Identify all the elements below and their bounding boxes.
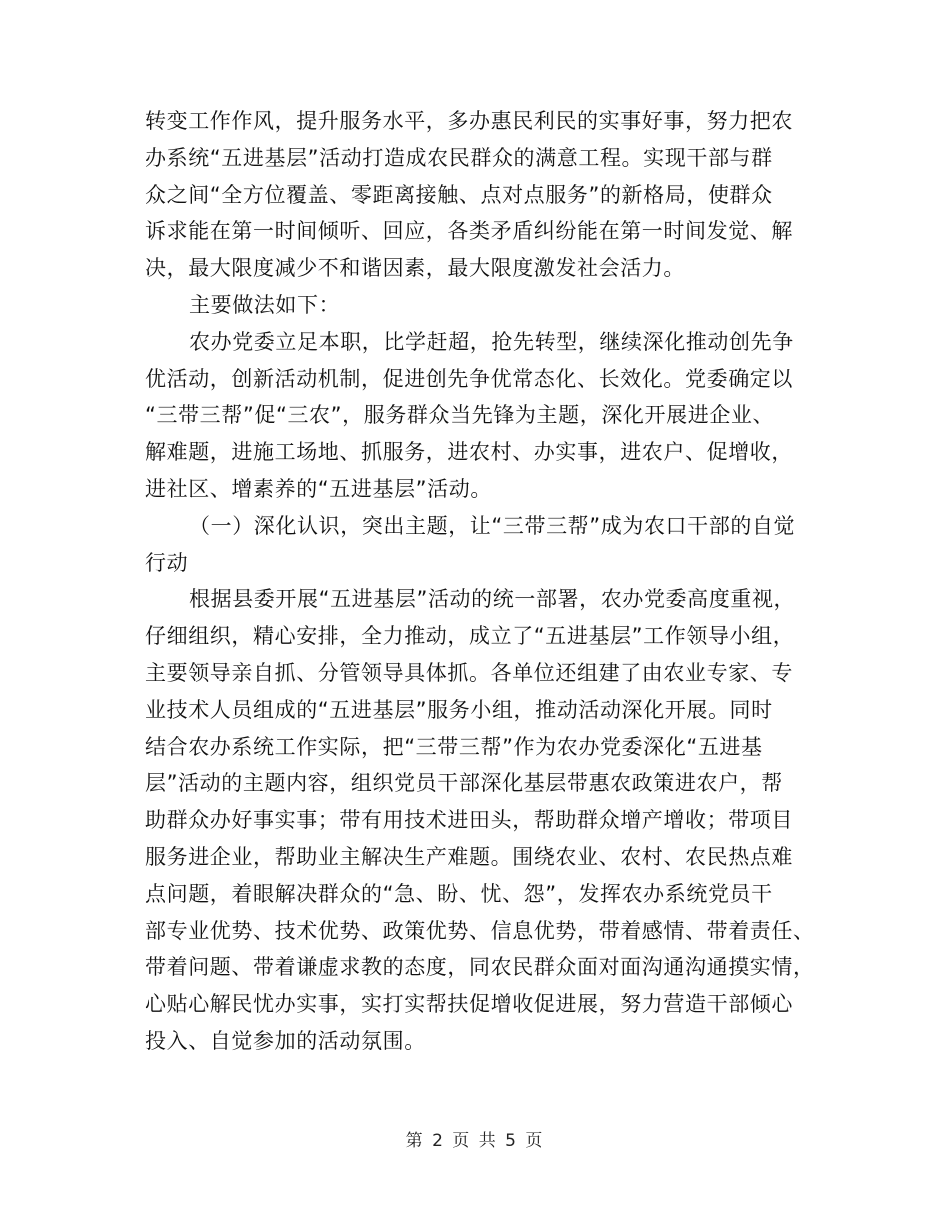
document-body [145, 103, 815, 1060]
body-line: 服务进企业，帮助业主解决生产难题。围绕农业、农村、农民热点难 [145, 844, 793, 869]
page-number-footer: 第 2 页 共 5 页 [405, 1131, 545, 1151]
section-heading-continued: 行动 [145, 550, 189, 575]
body-line: 层”活动的主题内容，组织党员干部深化基层带惠农政策进农户，帮 [145, 771, 783, 796]
body-line: 投入、自觉参加的活动氛围。 [145, 1028, 426, 1053]
section-heading: （一）深化认识，突出主题，让“三带三帮”成为农口干部的自觉 [189, 513, 796, 538]
body-line: 转变工作作风，提升服务水平，多办惠民利民的实事好事，努力把农 [145, 109, 793, 133]
body-line: 决，最大限度减少不和谐因素，最大限度激发社会活力。 [145, 256, 685, 281]
body-line: 结合农办系统工作实际，把“三带三帮”作为农办党委深化“五进基 [145, 734, 763, 759]
body-line: 部专业优势、技术优势、政策优势、信息优势，带着感情、带着责任、 [145, 918, 815, 943]
body-line: “三带三帮”促“三农”，服务群众当先锋为主题，深化开展进企业、 [145, 403, 775, 428]
body-line: 助群众办好事实事；带有用技术进田头，帮助群众增产增收；带项目 [145, 808, 793, 833]
body-line: 解难题，进施工场地、抓服务，进农村、办实事，进农户、促增收， [145, 440, 793, 465]
body-line: 进社区、增素养的“五进基层”活动。 [145, 476, 492, 501]
paragraph-heading: 主要做法如下： [189, 292, 341, 317]
body-line: 根据县委开展“五进基层”活动的统一部署，农办党委高度重视， [189, 587, 796, 612]
body-line: 心贴心解民忧办实事，实打实帮扶促增收促进展，努力营造干部倾心 [145, 992, 793, 1017]
body-line: 点问题，着眼解决群众的“急、盼、忧、怨”，发挥农办系统党员干 [145, 881, 773, 906]
body-line: 众之间“全方位覆盖、零距离接触、点对点服务”的新格局，使群众 [145, 182, 773, 207]
body-line: 诉求能在第一时间倾听、回应，各类矛盾纠纷能在第一时间发觉、解 [145, 219, 793, 244]
body-line: 办系统“五进基层”活动打造成农民群众的满意工程。实现干部与群 [145, 145, 773, 170]
body-line: 优活动，创新活动机制，促进创先争优常态化、长效化。党委确定以 [145, 366, 793, 391]
body-line: 仔细组织，精心安排，全力推动，成立了“五进基层”工作领导小组， [145, 624, 795, 649]
body-line: 业技术人员组成的“五进基层”服务小组，推动活动深化开展。同时 [145, 697, 773, 722]
body-line: 农办党委立足本职，比学赶超，抢先转型，继续深化推动创先争 [189, 329, 794, 354]
body-line: 带着问题、带着谦虚求教的态度，同农民群众面对面沟通沟通摸实情， [145, 955, 815, 980]
body-line: 主要领导亲自抓、分管领导具体抓。各单位还组建了由农业专家、专 [145, 660, 793, 685]
